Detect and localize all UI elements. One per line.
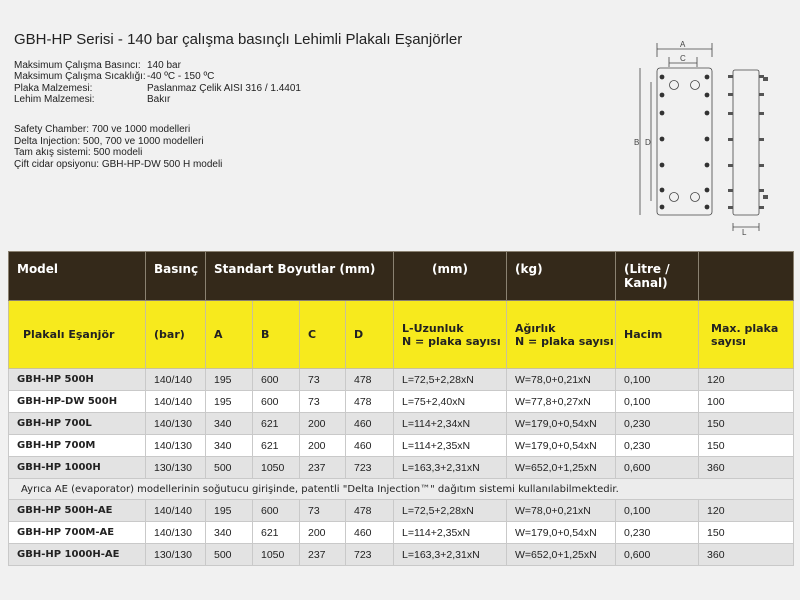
model-cell: GBH-HP-DW 500H	[9, 391, 146, 413]
table-cell: L=163,3+2,31xN	[394, 457, 507, 479]
subheader-line: L-Uzunluk	[402, 321, 464, 335]
subheader-cell: Plakalı Eşanjör	[9, 301, 146, 369]
table-row	[9, 413, 794, 435]
table-cell: L=75+2,40xN	[394, 391, 507, 413]
note-line: Çift cidar opsiyonu: GBH-HP-DW 500 H modeli	[14, 158, 223, 170]
table-cell: L=114+2,35xN	[394, 522, 507, 544]
spec-row	[14, 60, 301, 71]
model-cell: GBH-HP 1000H-AE	[9, 544, 146, 566]
subheader-line: N = plaka sayısı	[402, 334, 501, 348]
table-cell: 723	[346, 457, 394, 479]
table-cell: W=179,0+0,54xN	[507, 413, 616, 435]
table-cell: 621	[253, 435, 300, 457]
table-cell: 621	[253, 413, 300, 435]
subheader-cell: C	[300, 301, 346, 369]
table-cell: 237	[300, 457, 346, 479]
table-cell: L=114+2,34xN	[394, 413, 507, 435]
table-row	[9, 391, 794, 413]
table-cell: 200	[300, 522, 346, 544]
table-cell: 340	[206, 413, 253, 435]
table-row	[9, 457, 794, 479]
product-table	[8, 251, 794, 566]
model-cell: GBH-HP 1000H	[9, 457, 146, 479]
page-title: GBH-HP Serisi - 140 bar çalışma basınçlı Lehimli Plakalı Eşanjörler	[14, 31, 463, 48]
model-cell: GBH-HP 700M-AE	[9, 522, 146, 544]
table-cell: 73	[300, 369, 346, 391]
table-cell: 478	[346, 500, 394, 522]
table-subheader-row	[9, 301, 794, 369]
table-cell: 120	[699, 369, 794, 391]
table-row	[9, 369, 794, 391]
table-cell: 0,100	[616, 391, 699, 413]
subheader-cell: Hacim	[616, 301, 699, 369]
subheader-cell: (bar)	[146, 301, 206, 369]
model-cell: GBH-HP 500H	[9, 369, 146, 391]
table-cell: 460	[346, 413, 394, 435]
table-row	[9, 435, 794, 457]
table-cell: 130/130	[146, 457, 206, 479]
subheader-cell	[394, 301, 507, 369]
feature-notes	[14, 124, 222, 170]
table-cell: 340	[206, 522, 253, 544]
table-cell: L=72,5+2,28xN	[394, 500, 507, 522]
table-cell: W=179,0+0,54xN	[507, 522, 616, 544]
dim-label-b: B	[634, 138, 640, 147]
table-cell: 140/130	[146, 413, 206, 435]
table-cell: 723	[346, 544, 394, 566]
subheader-line: sayısı	[711, 334, 746, 348]
table-cell: 0,100	[616, 500, 699, 522]
table-cell: 237	[300, 544, 346, 566]
subheader-line: Max. plaka	[711, 321, 779, 335]
subheader-cell: A	[206, 301, 253, 369]
model-cell: GBH-HP 700L	[9, 413, 146, 435]
table-cell: 150	[699, 522, 794, 544]
table-cell: 130/130	[146, 544, 206, 566]
subheader-line: N = plaka sayısı	[515, 334, 614, 348]
table-cell: 0,600	[616, 544, 699, 566]
table-cell: 73	[300, 500, 346, 522]
table-cell: 340	[206, 435, 253, 457]
table-cell: 360	[699, 544, 794, 566]
table-cell: 360	[699, 457, 794, 479]
dim-label-d: D	[645, 138, 651, 147]
bottom-rows	[9, 500, 794, 566]
table-cell: 73	[300, 391, 346, 413]
header-line: Kanal)	[624, 276, 668, 290]
subheader-line: Ağırlık	[515, 321, 556, 335]
spec-value: Bakır	[147, 93, 171, 105]
table-cell: 1050	[253, 457, 300, 479]
dim-label-a: A	[680, 40, 686, 49]
note-row	[9, 479, 794, 500]
header-cell	[699, 252, 794, 301]
table-row	[9, 500, 794, 522]
dim-label-l: L	[742, 228, 747, 235]
table-cell: 600	[253, 369, 300, 391]
table-cell: 460	[346, 435, 394, 457]
table-cell: 140/140	[146, 391, 206, 413]
table-cell: 140/140	[146, 369, 206, 391]
table-cell: 150	[699, 413, 794, 435]
table-row	[9, 544, 794, 566]
header-cell: Basınç	[146, 252, 206, 301]
table-cell: 195	[206, 500, 253, 522]
table-cell: 120	[699, 500, 794, 522]
header-cell: (kg)	[507, 252, 616, 301]
note-line: Safety Chamber: 700 ve 1000 modelleri	[14, 124, 191, 135]
table-cell: 478	[346, 369, 394, 391]
subheader-cell	[507, 301, 616, 369]
table-cell: 500	[206, 457, 253, 479]
table-cell: 0,230	[616, 435, 699, 457]
table-cell: L=72,5+2,28xN	[394, 369, 507, 391]
spec-value: Paslanmaz Çelik AISI 316 / 1.4401	[147, 82, 301, 94]
table-cell: W=78,0+0,21xN	[507, 369, 616, 391]
model-cell: GBH-HP 500H-AE	[9, 500, 146, 522]
table-cell: L=163,3+2,31xN	[394, 544, 507, 566]
table-cell: 600	[253, 391, 300, 413]
header-cell	[616, 252, 699, 301]
spec-label: Maksimum Çalışma Sıcaklığı:	[14, 71, 146, 83]
spec-row	[14, 83, 301, 94]
model-cell: GBH-HP 700M	[9, 435, 146, 457]
spec-label: Lehim Malzemesi:	[14, 93, 95, 105]
table-cell: 1050	[253, 544, 300, 566]
subheader-cell: B	[253, 301, 300, 369]
table-cell: 100	[699, 391, 794, 413]
heat-exchanger-drawing	[620, 35, 780, 235]
spec-row	[14, 94, 301, 105]
table-row	[9, 522, 794, 544]
subheader-cell: D	[346, 301, 394, 369]
header-cell: Model	[9, 252, 146, 301]
table-cell: L=114+2,35xN	[394, 435, 507, 457]
table-cell: 195	[206, 391, 253, 413]
table-cell: 460	[346, 522, 394, 544]
table-cell: W=77,8+0,27xN	[507, 391, 616, 413]
top-rows	[9, 369, 794, 479]
spec-value: 140 bar	[147, 60, 181, 71]
dim-label-c: C	[680, 54, 686, 63]
subheader-cell	[699, 301, 794, 369]
header-cell: (mm)	[394, 252, 507, 301]
table-cell: 140/130	[146, 435, 206, 457]
table-cell: 200	[300, 413, 346, 435]
table-cell: 140/140	[146, 500, 206, 522]
table-header-row	[9, 252, 794, 301]
table-cell: W=652,0+1,25xN	[507, 544, 616, 566]
spec-value: -40 ºC - 150 ºC	[147, 71, 215, 83]
header-line: (Litre /	[624, 262, 670, 276]
table-cell: 0,230	[616, 522, 699, 544]
table-cell: 0,230	[616, 413, 699, 435]
table-cell: 0,600	[616, 457, 699, 479]
table-cell: W=652,0+1,25xN	[507, 457, 616, 479]
table-cell: W=78,0+0,21xN	[507, 500, 616, 522]
table-cell: 200	[300, 435, 346, 457]
table-cell: 150	[699, 435, 794, 457]
table-cell: 140/130	[146, 522, 206, 544]
note-line: Tam akış sistemi: 500 modeli	[14, 147, 143, 158]
spec-row	[14, 71, 301, 82]
table-cell: 478	[346, 391, 394, 413]
table-cell: W=179,0+0,54xN	[507, 435, 616, 457]
spec-label: Maksimum Çalışma Basıncı:	[14, 60, 141, 71]
spec-label: Plaka Malzemesi:	[14, 82, 93, 94]
table-cell: 0,100	[616, 369, 699, 391]
spec-list	[14, 60, 301, 105]
header-cell: Standart Boyutlar (mm)	[206, 252, 394, 301]
table-cell: 500	[206, 544, 253, 566]
table-cell: 195	[206, 369, 253, 391]
note-line: Delta Injection: 500, 700 ve 1000 modelleri	[14, 135, 204, 147]
table-cell: 600	[253, 500, 300, 522]
delta-injection-note: Ayrıca AE (evaporator) modellerinin soğutucu girişinde, patentli "Delta Injection™" dağıtım sistemi kullanılabilmektedir.	[9, 479, 794, 500]
table-cell: 621	[253, 522, 300, 544]
